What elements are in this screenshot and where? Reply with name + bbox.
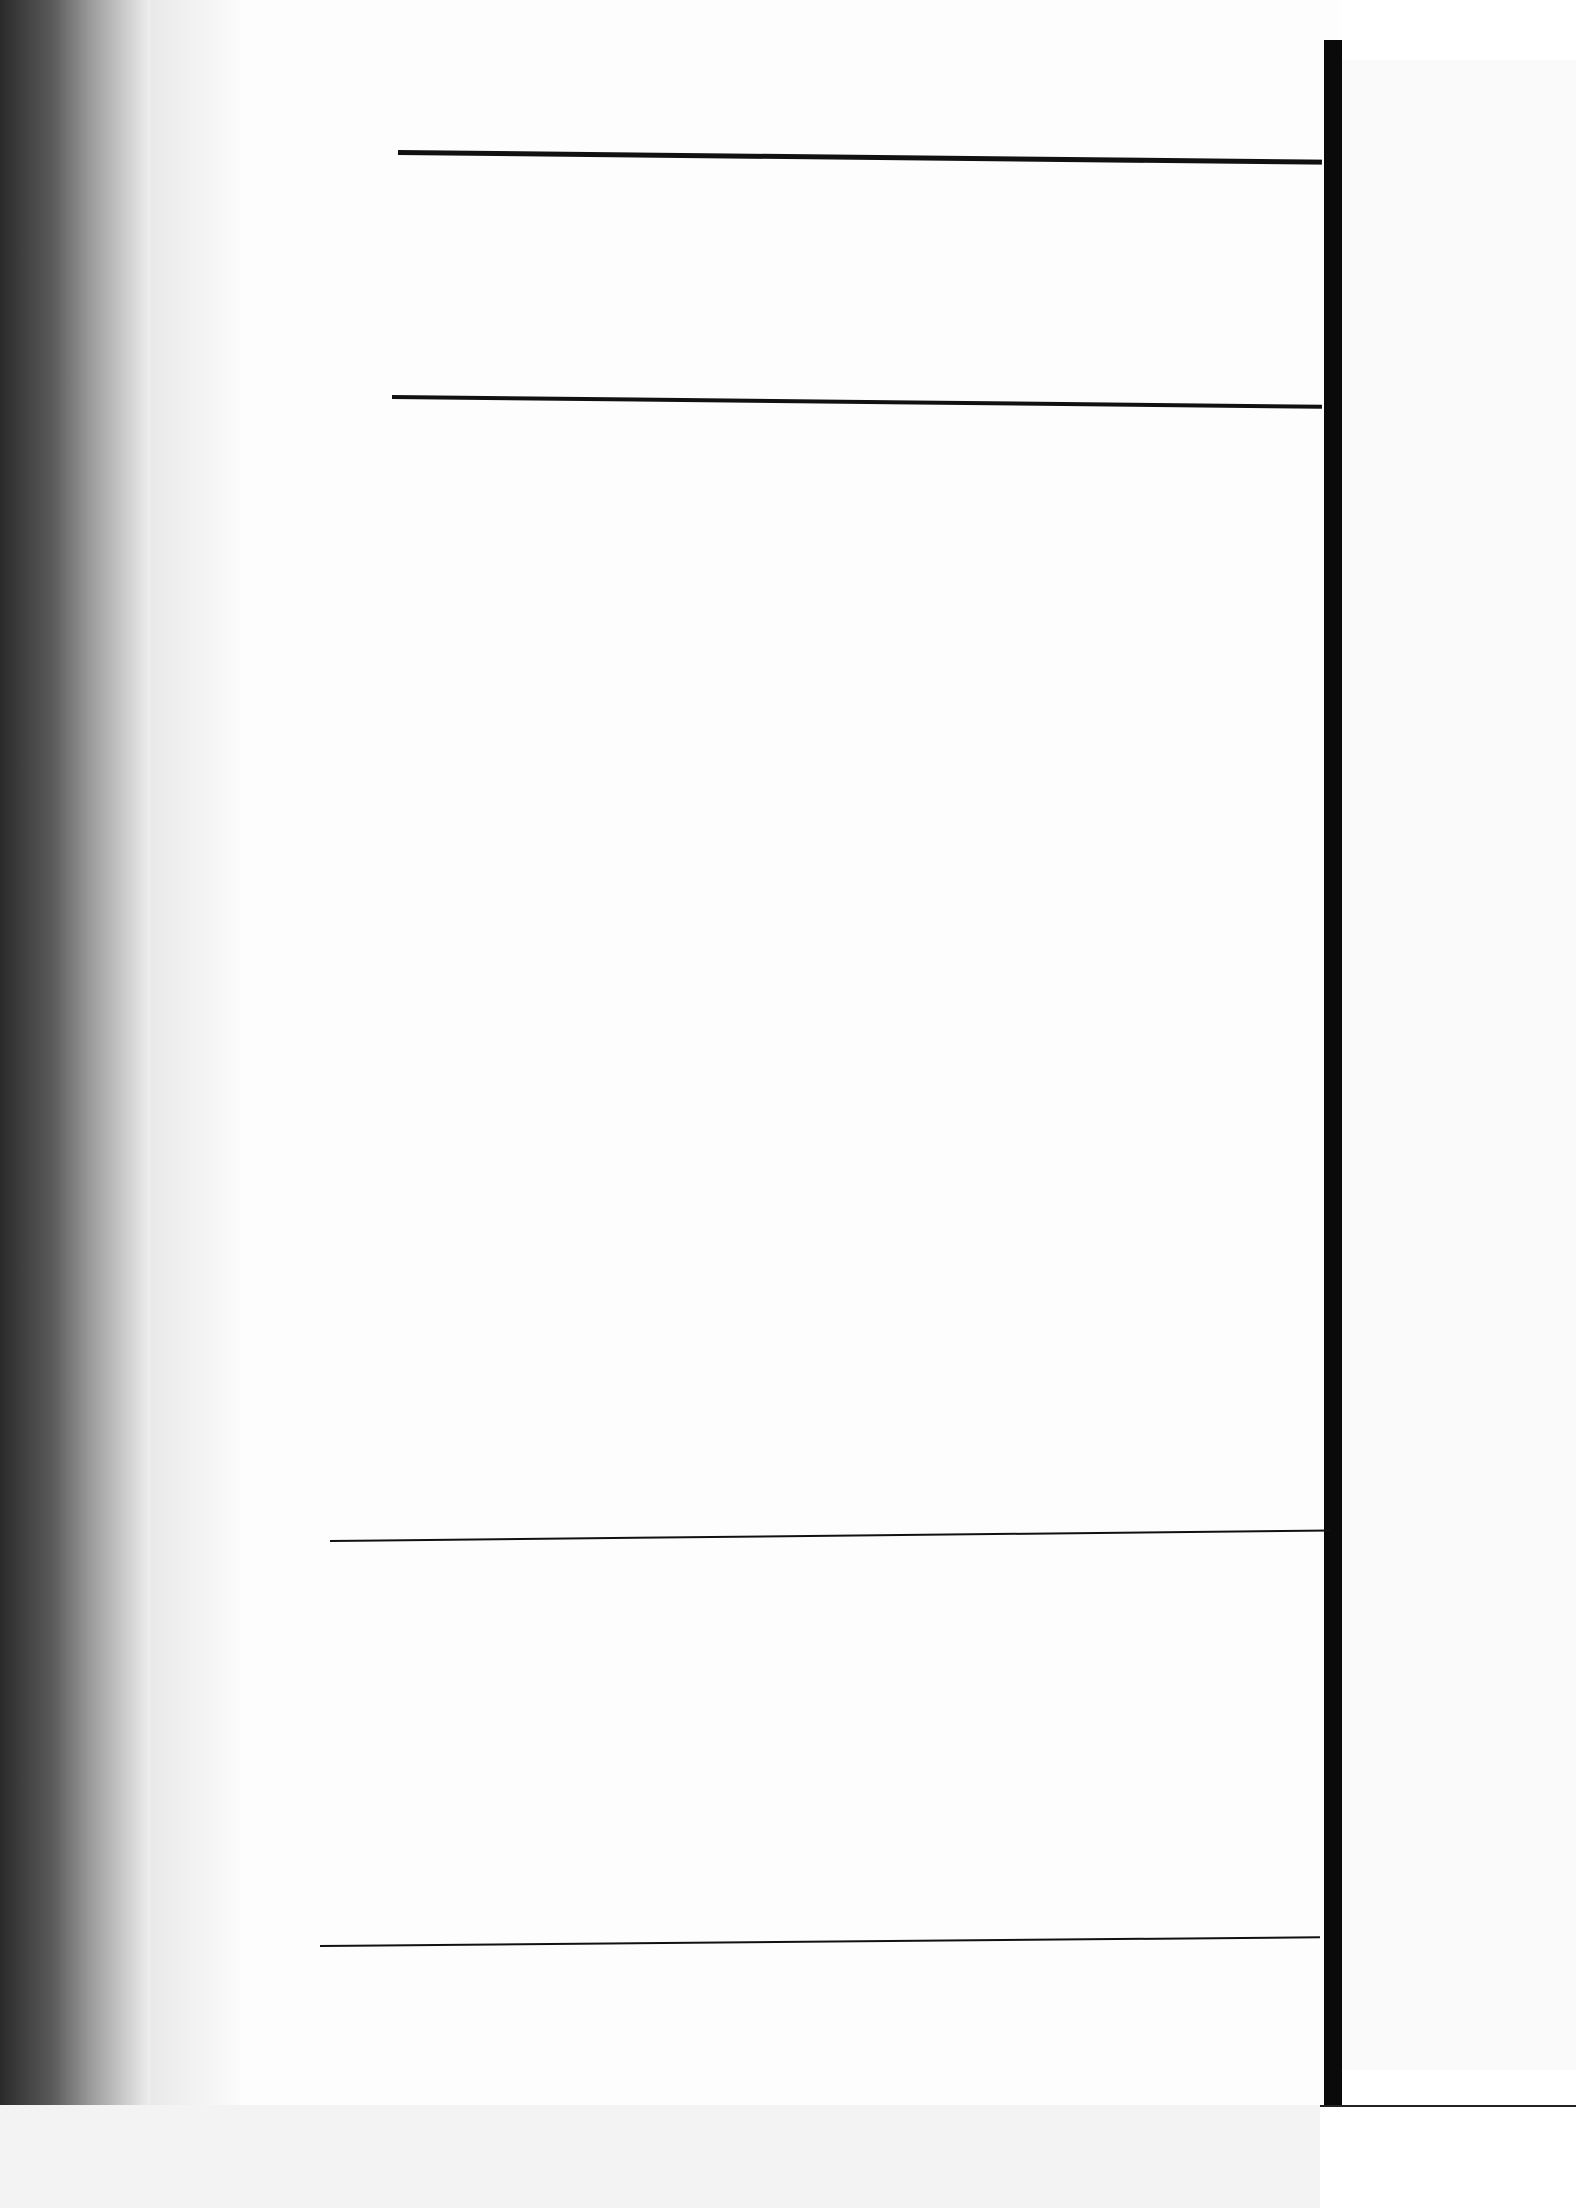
book-spine <box>0 0 150 2208</box>
diary-page <box>1342 60 1576 2070</box>
book-gutter <box>1324 40 1342 2110</box>
almanac-page <box>240 0 1340 2208</box>
page-edge <box>150 0 240 2208</box>
bottom-band <box>0 2105 1576 2208</box>
